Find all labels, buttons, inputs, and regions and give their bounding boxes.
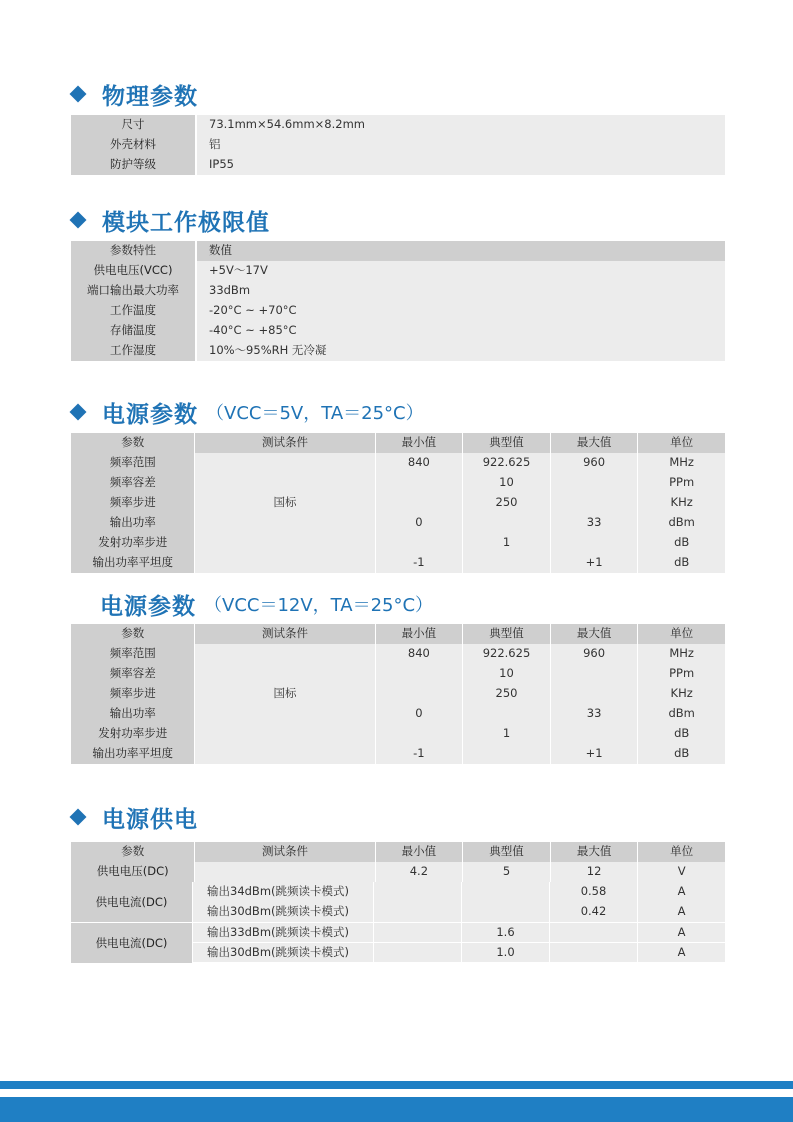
table-cell: 840 xyxy=(376,644,463,664)
table-cell: MHz xyxy=(638,644,725,664)
table-row xyxy=(192,943,725,963)
table-cell xyxy=(195,744,374,764)
row-value: +5V～17V xyxy=(197,261,725,281)
table-cell xyxy=(462,882,549,902)
table-cell xyxy=(195,513,374,533)
row-label: 尺寸 xyxy=(71,115,195,135)
row-value: -20°C ~ +70°C xyxy=(197,301,725,321)
header-cell: 最大值 xyxy=(551,624,638,644)
table-cell xyxy=(195,453,374,473)
header-cell: 典型值 xyxy=(463,624,550,644)
diamond-bullet-icon xyxy=(70,212,87,229)
row-value: IP55 xyxy=(197,155,725,175)
diamond-bullet-icon xyxy=(70,404,87,421)
row-label: 工作湿度 xyxy=(71,341,195,361)
table-cell: 5 xyxy=(463,862,550,882)
row-value: 铝 xyxy=(197,135,725,155)
row-label: 供电电流(DC) xyxy=(71,882,192,922)
table-row xyxy=(71,115,725,135)
table-row xyxy=(71,281,725,301)
table-cell: 输出功率平坦度 xyxy=(71,744,194,764)
table-row xyxy=(71,644,725,664)
table-row xyxy=(71,553,725,573)
table-cell: 国标 xyxy=(195,493,374,513)
table-cell: 0.58 xyxy=(550,882,637,902)
table-cell: KHz xyxy=(638,493,725,513)
limits-table xyxy=(71,241,725,361)
row-label: 外壳材料 xyxy=(71,135,195,155)
table-header xyxy=(71,241,725,261)
table-cell: 250 xyxy=(463,493,550,513)
power-12v-table xyxy=(71,624,725,764)
supply-table xyxy=(71,842,725,963)
table-cell: 1 xyxy=(463,724,550,744)
table-cell xyxy=(551,473,638,493)
table-cell: 840 xyxy=(376,453,463,473)
table-cell: A xyxy=(638,882,725,902)
table-cell: 250 xyxy=(463,684,550,704)
row-value: -40°C ~ +85°C xyxy=(197,321,725,341)
table-cell: 33 xyxy=(551,704,638,724)
table-row xyxy=(71,724,725,744)
table-row xyxy=(71,261,725,281)
header-cell: 参数 xyxy=(71,433,194,453)
table-row xyxy=(71,744,725,764)
row-label: 存储温度 xyxy=(71,321,195,341)
header-cell: 参数 xyxy=(71,624,194,644)
table-cell xyxy=(376,724,463,744)
header-cell: 最小值 xyxy=(376,624,463,644)
table-row xyxy=(71,493,725,513)
table-cell: +1 xyxy=(551,744,638,764)
table-cell xyxy=(376,664,463,684)
table-cell xyxy=(551,533,638,553)
table-cell: 输出功率 xyxy=(71,704,194,724)
section-heading-power-5v xyxy=(70,397,424,427)
table-cell: 输出30dBm(跳频读卡模式) xyxy=(193,943,373,963)
table-cell: PPm xyxy=(638,473,725,493)
table-cell xyxy=(551,493,638,513)
header-cell: 最大值 xyxy=(551,842,638,862)
section-heading-physical xyxy=(70,79,198,109)
header-cell: 最小值 xyxy=(376,433,463,453)
table-cell xyxy=(551,664,638,684)
section-title: 电源供电 xyxy=(102,806,198,833)
table-cell: 922.625 xyxy=(463,453,550,473)
diamond-bullet-icon xyxy=(70,86,87,103)
table-cell: 0 xyxy=(376,704,463,724)
header-cell: 参数 xyxy=(71,842,194,862)
table-cell: 输出34dBm(跳频读卡模式) xyxy=(193,882,373,902)
section-title: 模块工作极限值 xyxy=(102,209,270,236)
table-cell xyxy=(195,704,374,724)
table-row xyxy=(71,473,725,493)
row-label: 供电电压(VCC) xyxy=(71,261,195,281)
table-cell: 频率步进 xyxy=(71,493,194,513)
table-cell: -1 xyxy=(376,744,463,764)
table-cell xyxy=(551,684,638,704)
table-cell xyxy=(374,943,461,963)
table-cell: dB xyxy=(638,553,725,573)
header-cell: 数值 xyxy=(197,241,725,261)
section-subtitle: （VCC＝12V，TA＝25°C） xyxy=(204,595,434,616)
table-cell: dBm xyxy=(638,513,725,533)
table-cell xyxy=(550,943,637,963)
table-cell xyxy=(195,862,374,882)
table-cell: dB xyxy=(638,744,725,764)
table-cell: dBm xyxy=(638,704,725,724)
table-cell: 10 xyxy=(463,473,550,493)
table-row xyxy=(71,341,725,361)
header-cell: 典型值 xyxy=(463,433,550,453)
power-5v-table xyxy=(71,433,725,573)
table-cell xyxy=(195,553,374,573)
table-cell: 960 xyxy=(551,453,638,473)
header-cell: 测试条件 xyxy=(195,624,374,644)
table-cell: 频率容差 xyxy=(71,473,194,493)
table-cell: 输出33dBm(跳频读卡模式) xyxy=(193,923,373,943)
table-cell: +1 xyxy=(551,553,638,573)
table-cell xyxy=(463,513,550,533)
table-row xyxy=(71,704,725,724)
table-cell xyxy=(463,744,550,764)
row-value: 33dBm xyxy=(197,281,725,301)
table-cell xyxy=(195,533,374,553)
table-cell: 输出功率平坦度 xyxy=(71,553,194,573)
table-cell: 频率范围 xyxy=(71,644,194,664)
table-row-group xyxy=(71,882,725,922)
table-row xyxy=(71,862,725,882)
table-cell xyxy=(376,493,463,513)
table-cell xyxy=(463,704,550,724)
diamond-bullet-icon xyxy=(70,809,87,826)
table-row xyxy=(192,902,725,922)
table-row xyxy=(71,684,725,704)
table-cell xyxy=(195,473,374,493)
table-row xyxy=(71,301,725,321)
table-cell: 国标 xyxy=(195,684,374,704)
header-cell: 单位 xyxy=(638,433,725,453)
table-cell: A xyxy=(638,923,725,943)
table-row xyxy=(71,664,725,684)
section-heading-power-12v xyxy=(100,589,433,619)
table-header xyxy=(71,842,725,862)
section-title: 电源参数 xyxy=(100,593,196,620)
table-cell xyxy=(195,724,374,744)
table-row-group xyxy=(71,923,725,963)
table-cell: -1 xyxy=(376,553,463,573)
section-title: 电源参数 xyxy=(102,401,198,428)
table-cell xyxy=(550,923,637,943)
table-cell xyxy=(376,473,463,493)
table-cell xyxy=(551,724,638,744)
table-row xyxy=(192,882,725,902)
row-label: 供电电流(DC) xyxy=(71,923,192,963)
table-cell: 输出功率 xyxy=(71,513,194,533)
table-cell xyxy=(463,553,550,573)
row-label: 端口输出最大功率 xyxy=(71,281,195,301)
header-cell: 参数特性 xyxy=(71,241,195,261)
table-cell: dB xyxy=(638,724,725,744)
header-cell: 单位 xyxy=(638,842,725,862)
table-cell: KHz xyxy=(638,684,725,704)
table-cell: dB xyxy=(638,533,725,553)
table-cell: 0 xyxy=(376,513,463,533)
table-header xyxy=(71,433,725,453)
table-cell xyxy=(374,923,461,943)
table-cell xyxy=(462,902,549,922)
section-title: 物理参数 xyxy=(102,83,198,110)
table-cell: 发射功率步进 xyxy=(71,724,194,744)
table-header xyxy=(71,624,725,644)
table-row xyxy=(71,533,725,553)
table-cell xyxy=(195,664,374,684)
table-row xyxy=(71,321,725,341)
table-cell: 频率容差 xyxy=(71,664,194,684)
table-row xyxy=(192,923,725,943)
row-label: 防护等级 xyxy=(71,155,195,175)
footer-bar xyxy=(0,1097,793,1122)
section-heading-supply xyxy=(70,802,198,832)
table-cell: 10 xyxy=(463,664,550,684)
table-cell: 12 xyxy=(551,862,638,882)
table-cell: 发射功率步进 xyxy=(71,533,194,553)
header-cell: 单位 xyxy=(638,624,725,644)
table-row xyxy=(71,135,725,155)
row-label: 工作温度 xyxy=(71,301,195,321)
footer-stripe xyxy=(0,1081,793,1089)
table-cell: 频率步进 xyxy=(71,684,194,704)
header-cell: 最小值 xyxy=(376,842,463,862)
header-cell: 测试条件 xyxy=(195,842,374,862)
physical-table xyxy=(71,115,725,175)
table-cell: 33 xyxy=(551,513,638,533)
header-cell: 典型值 xyxy=(463,842,550,862)
table-cell: V xyxy=(638,862,725,882)
table-cell: A xyxy=(638,943,725,963)
header-cell: 测试条件 xyxy=(195,433,374,453)
table-cell xyxy=(374,882,461,902)
table-row xyxy=(71,513,725,533)
table-cell: 频率范围 xyxy=(71,453,194,473)
row-value: 10%～95%RH 无冷凝 xyxy=(197,341,725,361)
table-cell: 0.42 xyxy=(550,902,637,922)
section-heading-limits xyxy=(70,205,270,235)
table-cell: A xyxy=(638,902,725,922)
table-cell: 4.2 xyxy=(376,862,463,882)
table-cell: 1.6 xyxy=(462,923,549,943)
table-cell xyxy=(195,644,374,664)
table-cell xyxy=(376,533,463,553)
table-cell: MHz xyxy=(638,453,725,473)
table-cell: PPm xyxy=(638,664,725,684)
table-cell xyxy=(374,902,461,922)
table-cell: 922.625 xyxy=(463,644,550,664)
table-cell: 供电电压(DC) xyxy=(71,862,194,882)
table-cell xyxy=(376,684,463,704)
table-cell: 1.0 xyxy=(462,943,549,963)
table-row xyxy=(71,155,725,175)
header-cell: 最大值 xyxy=(551,433,638,453)
table-cell: 输出30dBm(跳频读卡模式) xyxy=(193,902,373,922)
table-row xyxy=(71,453,725,473)
table-cell: 1 xyxy=(463,533,550,553)
row-value: 73.1mm×54.6mm×8.2mm xyxy=(197,115,725,135)
table-cell: 960 xyxy=(551,644,638,664)
section-subtitle: （VCC＝5V，TA＝25°C） xyxy=(206,403,424,424)
